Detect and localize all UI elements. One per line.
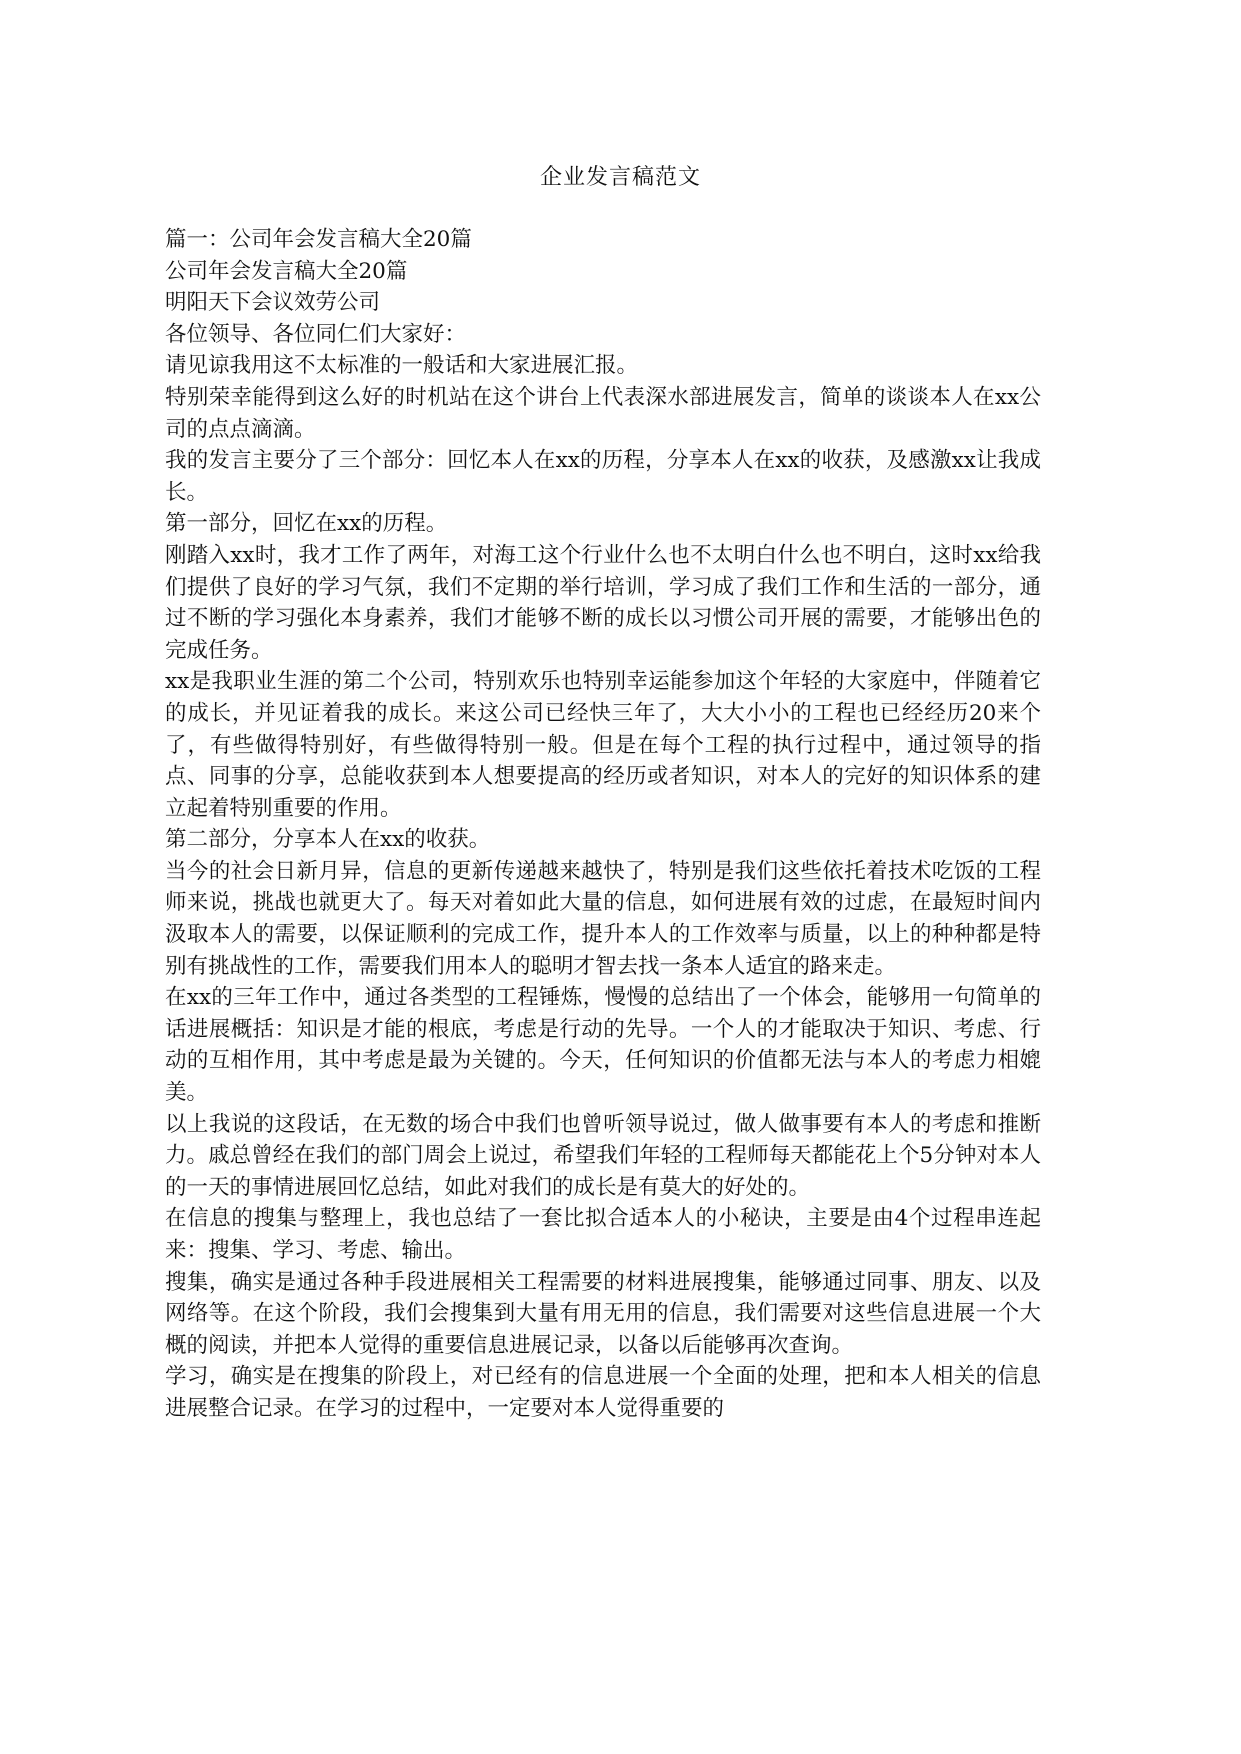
document-title: 企业发言稿范文 bbox=[539, 165, 701, 190]
paragraph: 篇一：公司年会发言稿大全20篇 bbox=[165, 227, 472, 252]
paragraph: 请见谅我用这不太标准的一般话和大家进展汇报。 bbox=[165, 353, 639, 379]
document-body bbox=[165, 224, 1041, 1425]
paragraph: 公司年会发言稿大全20篇 bbox=[165, 258, 408, 284]
paragraph: 在xx的三年工作中，通过各类型的工程锤炼，慢慢的总结出了一个体会，能够用一句简单的话进展概括：知识是才能的根底，考虑是行动的先导。一个人的才能取决于知识、考虑、行动的互相作用，其中考虑是最为关键的。今天，任何知识的价值都无法与本人的考虑力相媲美。 bbox=[165, 985, 1041, 1106]
paragraph: xx是我职业生涯的第二个公司，特别欢乐也特别幸运能参加这个年轻的大家庭中，伴随着它的成长，并见证着我的成长。来这公司已经快三年了，大大小小的工程也已经经历20来个了，有些做得特别好，有些做得特别一般。但是在每个工程的执行过程中，通过领导的指点、同事的分享，总能收获到本人想要提高的经历或者知识，对本人的完好的知识体系的建立起着特别重要的作用。 bbox=[165, 669, 1041, 821]
paragraph: 学习，确实是在搜集的阶段上，对已经有的信息进展一个全面的处理，把和本人相关的信息进展整合记录。在学习的过程中，一定要对本人觉得重要的 bbox=[165, 1364, 1041, 1421]
paragraph: 各位领导、各位同仁们大家好： bbox=[165, 321, 467, 347]
paragraph: 特别荣幸能得到这么好的时机站在这个讲台上代表深水部进展发言，简单的谈谈本人在xx公司的点点滴滴。 bbox=[165, 384, 1041, 442]
paragraph: 在信息的搜集与整理上，我也总结了一套比拟合适本人的小秘诀，主要是由4个过程串连起来：搜集、学习、考虑、输出。 bbox=[165, 1206, 1041, 1263]
paragraph: 第一部分，回忆在xx的历程。 bbox=[165, 511, 448, 537]
paragraph: 当今的社会日新月异，信息的更新传递越来越快了，特别是我们这些依托着技术吃饭的工程师来说，挑战也就更大了。每天对着如此大量的信息，如何进展有效的过虑，在最短时间内汲取本人的需要，以保证顺利的完成工作，提升本人的工作效率与质量，以上的种种都是特别有挑战性的工作，需要我们用本人的聪明才智去找一条本人适宜的路来走。 bbox=[165, 858, 1041, 979]
paragraph: 明阳天下会议效劳公司 bbox=[165, 290, 381, 316]
paragraph: 我的发言主要分了三个部分：回忆本人在xx的历程，分享本人在xx的收获，及感激xx让我成长。 bbox=[165, 448, 1041, 505]
paragraph: 以上我说的这段话，在无数的场合中我们也曾听领导说过，做人做事要有本人的考虑和推断力。戚总曾经在我们的部门周会上说过，希望我们年轻的工程师每天都能花上个5分钟对本人的一天的事情进展回忆总结，如此对我们的成长是有莫大的好处的。 bbox=[165, 1111, 1041, 1200]
paragraph: 搜集，确实是通过各种手段进展相关工程需要的材料进展搜集，能够通过同事、朋友、以及网络等。在这个阶段，我们会搜集到大量有用无用的信息，我们需要对这些信息进展一个大概的阅读，并把本人觉得的重要信息进展记录，以备以后能够再次查询。 bbox=[165, 1269, 1041, 1358]
paragraph: 刚踏入xx时，我才工作了两年，对海工这个行业什么也不太明白什么也不明白，这时xx给我们提供了良好的学习气氛，我们不定期的举行培训，学习成了我们工作和生活的一部分，通过不断的学习强化本身素养，我们才能够不断的成长以习惯公司开展的需要，才能够出色的完成任务。 bbox=[165, 542, 1041, 663]
paragraph: 第二部分，分享本人在xx的收获。 bbox=[165, 827, 491, 853]
